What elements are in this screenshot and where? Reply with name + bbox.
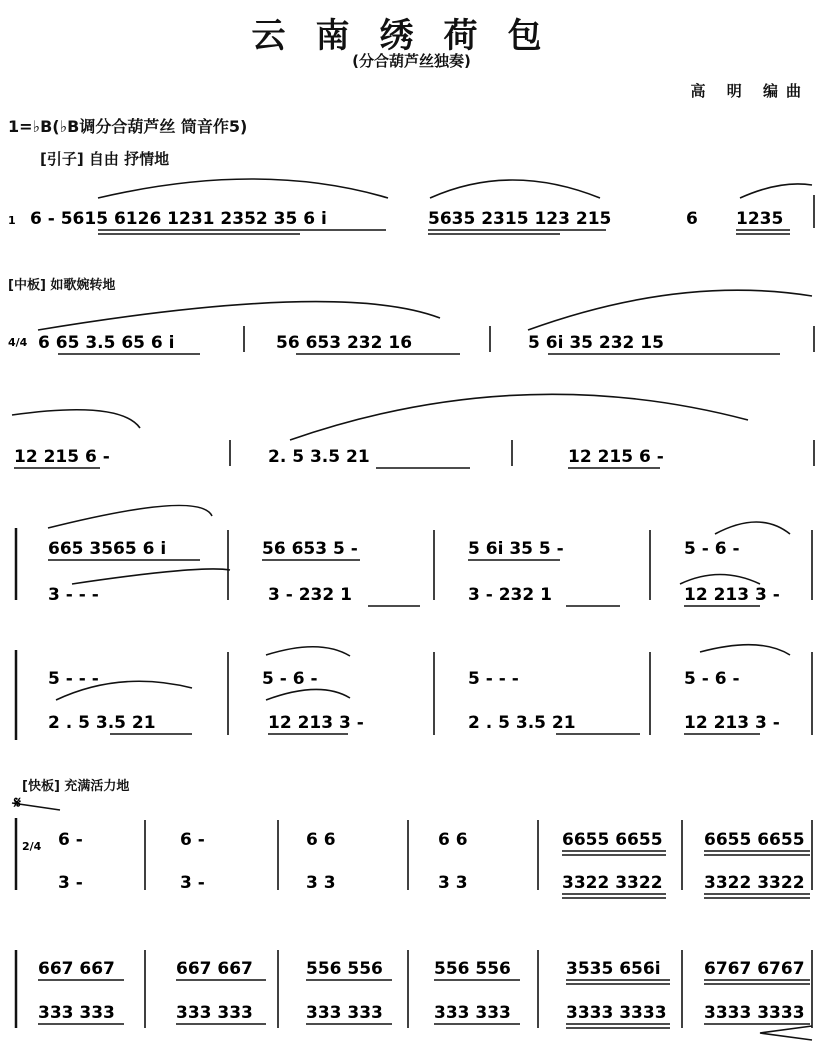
duet1-upper-1: 665 3565 6 i: [48, 539, 167, 559]
mid2-bar-2: 2. 5 3.5 21: [268, 447, 370, 467]
fast2-lower-6: 3333 3333: [704, 1003, 805, 1023]
piece-subtitle: (分合葫芦丝独奏): [352, 52, 471, 70]
fast2-upper-6: 6767 6767: [704, 959, 805, 979]
key-signature: 1=♭B(♭B调分合葫芦丝 筒音作5): [8, 117, 248, 136]
duet2-upper-3: 5 - - -: [468, 669, 519, 689]
duet1-lower-4: 12 213 3 -: [684, 585, 780, 605]
duet1-upper-4: 5 - 6 -: [684, 539, 740, 559]
fast1-upper-2: 6 -: [180, 830, 205, 850]
duet2-upper-2: 5 - 6 -: [262, 669, 318, 689]
duet2-upper-4: 5 - 6 -: [684, 669, 740, 689]
slur: [430, 180, 600, 198]
fast1-lower-5: 3322 3322: [562, 873, 663, 893]
slur: [290, 394, 748, 440]
fast1-lower-2: 3 -: [180, 873, 205, 893]
fast2-upper-2: 667 667: [176, 959, 253, 979]
duet1-lower-2: 3 - 232 1: [268, 585, 352, 605]
slur: [38, 302, 440, 330]
duet1-lower-3: 3 - 232 1: [468, 585, 552, 605]
fast1-upper-1: 6 -: [58, 830, 83, 850]
mid1-bar-3: 5 6i 35 232 15: [528, 333, 664, 353]
intro-phrase-4: 1235: [736, 209, 784, 229]
composer-credit: 高 明 编曲: [690, 82, 809, 100]
fast-time-signature: 2/4: [22, 840, 42, 853]
piece-title: 云南绣荷包: [251, 16, 572, 56]
duet2-lower-4: 12 213 3 -: [684, 713, 780, 733]
fast1-lower-3: 3 3: [306, 873, 336, 893]
fast2-upper-5: 3535 656i: [566, 959, 661, 979]
mid1-bar-1: 6 65 3.5 65 6 i: [38, 333, 175, 353]
fast1-lower-6: 3322 3322: [704, 873, 805, 893]
fast2-upper-3: 556 556: [306, 959, 383, 979]
fast2-lower-3: 333 333: [306, 1003, 383, 1023]
fast1-upper-6: 6655 6655: [704, 830, 805, 850]
section-intro-label: [引子] 自由 抒情地: [40, 150, 170, 168]
fast2-lower-5: 3333 3333: [566, 1003, 667, 1023]
slur: [12, 410, 140, 428]
duet1-upper-2: 56 653 5 -: [262, 539, 358, 559]
fast1-upper-3: 6 6: [306, 830, 336, 850]
fast2-lower-4: 333 333: [434, 1003, 511, 1023]
fast2-upper-1: 667 667: [38, 959, 115, 979]
duet2-lower-3: 2 . 5 3.5 21: [468, 713, 576, 733]
grace-note: 1: [8, 214, 16, 227]
slur: [528, 290, 812, 330]
fast1-lower-1: 3 -: [58, 873, 83, 893]
duet2-upper-1: 5 - - -: [48, 669, 99, 689]
slur: [98, 179, 388, 198]
fast2-upper-4: 556 556: [434, 959, 511, 979]
time-signature: 4/4: [8, 336, 28, 349]
mid2-bar-3: 12 215 6 -: [568, 447, 664, 467]
duet1-upper-3: 5 6i 35 5 -: [468, 539, 564, 559]
fast1-lower-4: 3 3: [438, 873, 468, 893]
slur: [740, 184, 812, 198]
fast1-upper-5: 6655 6655: [562, 830, 663, 850]
duet1-lower-1: 3 - - -: [48, 585, 99, 605]
fast2-lower-1: 333 333: [38, 1003, 115, 1023]
mid1-bar-2: 56 653 232 16: [276, 333, 413, 353]
duet2-lower-2: 12 213 3 -: [268, 713, 364, 733]
intro-phrase-2: 5635 2315 123 215: [428, 209, 612, 229]
intro-phrase-1: 6 - 5615 6126 1231 2352 35 6 i: [30, 209, 327, 229]
segno-icon: 𝄋: [14, 793, 21, 812]
fast2-lower-2: 333 333: [176, 1003, 253, 1023]
section-allegro-label: [快板] 充满活力地: [22, 779, 130, 794]
section-moderato-label: [中板] 如歌婉转地: [8, 278, 116, 293]
fast1-upper-4: 6 6: [438, 830, 468, 850]
duet2-lower-1: 2 . 5 3.5 21: [48, 713, 156, 733]
intro-phrase-3: 6: [686, 209, 698, 229]
mid2-bar-1: 12 215 6 -: [14, 447, 110, 467]
